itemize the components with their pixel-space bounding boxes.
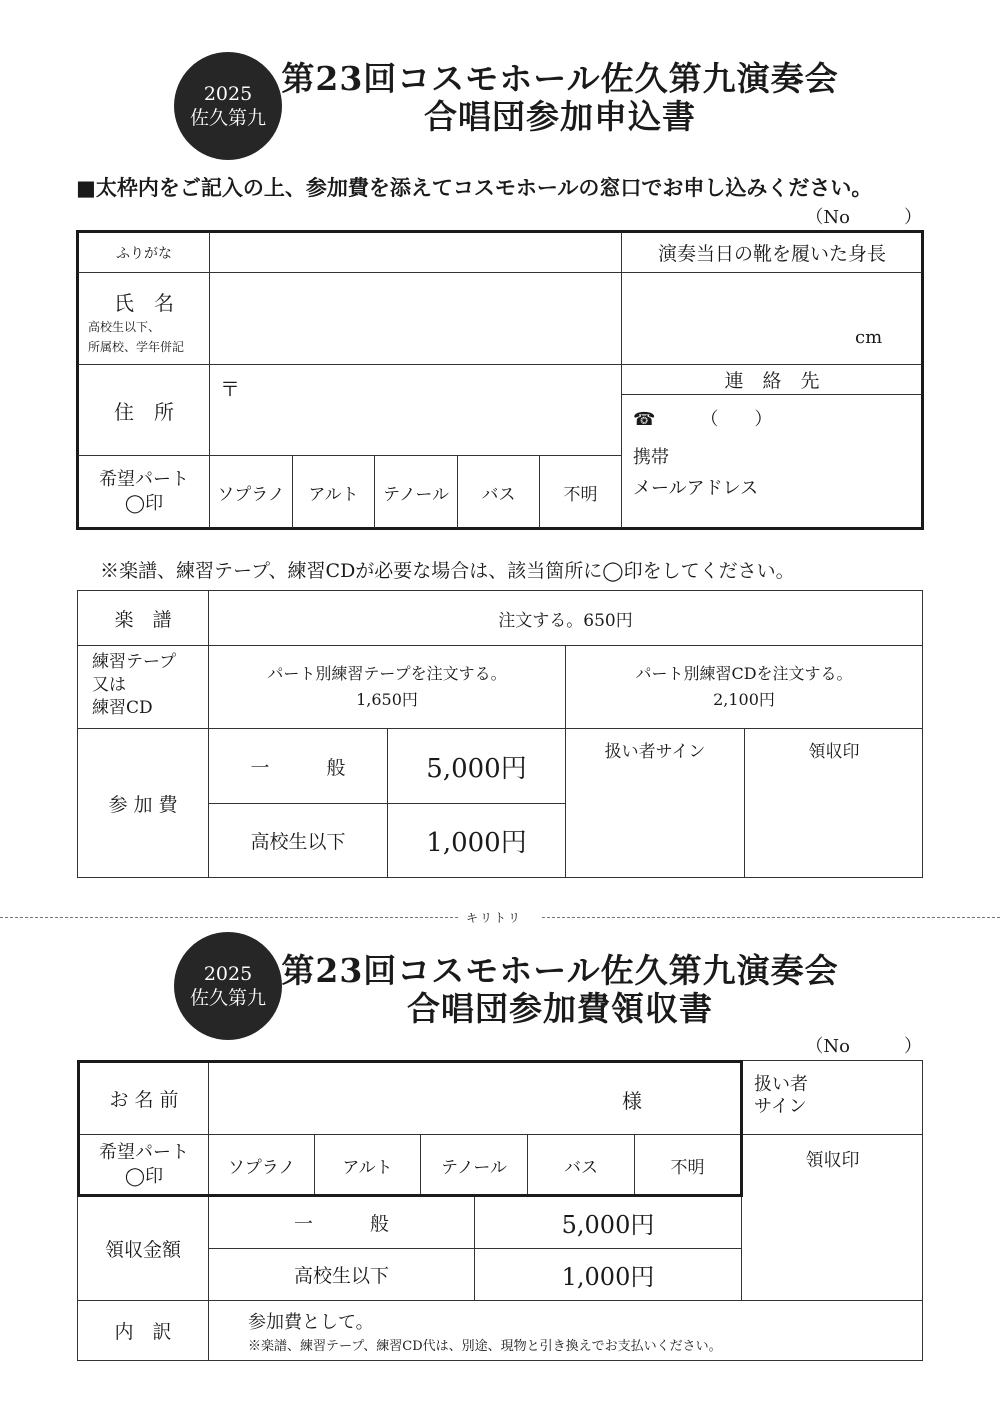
part-option-tenor[interactable]: テノール [383,484,449,505]
part-label-line2: ◯印 [124,1166,164,1187]
receipt-seal-label: 領収印 [808,742,860,762]
form-number: （No ） [805,207,922,228]
title-line-1: 第23回コスモホール佐久第九演奏会 [281,951,839,990]
detail-label: 内 訳 [114,1321,172,1343]
address-label: 住 所 [114,399,174,424]
receipt-student-label: 高校生以下 [293,1265,389,1287]
phone-field[interactable]: ☎ （ ） [633,409,773,430]
receipt-title [240,952,880,1028]
application-title [240,60,880,136]
detail-text: 参加費として。 [248,1312,374,1333]
student-price: 1,000円 [426,828,527,858]
furigana-label: ふりがな [116,245,172,262]
tape-order-option[interactable] [209,646,565,728]
title-line-2: 合唱団参加費領収書 [407,989,713,1028]
part-option-soprano[interactable]: ソプラノ [217,484,285,505]
cut-line-left [0,917,458,918]
detail-note: ※楽譜、練習テープ、練習CD代は、別途、現物と引き換えでお支払いください。 [248,1339,722,1354]
general-label: 一 般 [250,756,346,779]
tape-order-text: パート別練習テープを注文する。 [267,664,507,683]
name-label: 氏 名 [114,291,174,315]
receipt-part-alto[interactable]: アルト [342,1157,393,1178]
cd-order-text: パート別練習CDを注文する。 [635,664,853,683]
height-field[interactable] [622,273,922,364]
general-price: 5,000円 [426,753,527,784]
handler-line2: サイン [754,1096,807,1117]
receipt-number: （No ） [805,1036,922,1057]
handler-line1: 扱い者 [754,1074,808,1095]
part-option-bass[interactable]: バス [481,484,516,505]
part-option-unknown[interactable]: 不明 [563,484,598,505]
name-note-2: 所属校、学年併記 [88,340,185,354]
tape-label-line2: 又は [92,675,126,695]
email-field[interactable]: メールアドレス [633,478,759,499]
receipt-part-unknown[interactable]: 不明 [670,1157,705,1178]
cd-price: 2,100円 [713,690,775,709]
receipt-part-tenor[interactable]: テノール [441,1157,507,1178]
tape-label-line1: 練習テープ [92,652,177,672]
badge-year: 2025 [203,83,253,105]
handler-sign-label: 扱い者サイン [604,742,706,762]
score-order-option[interactable]: 注文する。650円 [498,610,633,631]
receipt-general-price: 5,000円 [561,1211,655,1239]
receipt-part-soprano[interactable]: ソプラノ [227,1157,296,1178]
part-option-alto[interactable]: アルト [308,484,359,505]
title-line-1: 第23回コスモホール佐久第九演奏会 [281,59,839,98]
receipt-name-label: お 名 前 [109,1089,179,1111]
receipt-name-field[interactable] [210,1063,740,1134]
tape-price: 1,650円 [356,690,418,709]
receipt-handler-label [754,1074,808,1118]
title-line-2: 合唱団参加申込書 [424,97,696,136]
receipt-student-price: 1,000円 [561,1263,655,1291]
furigana-field[interactable] [210,233,620,272]
tape-label [92,651,176,720]
cut-line-right [542,917,1000,918]
student-label: 高校生以下 [250,831,346,853]
mobile-field[interactable]: 携帯 [633,447,669,468]
receipt-part-label [80,1135,208,1195]
postal-mark: 〒 [220,377,240,401]
order-notice: ※楽譜、練習テープ、練習CDが必要な場合は、該当箇所に◯印をしてください。 [100,560,795,582]
cd-order-option[interactable] [566,646,922,728]
badge-name: 佐久第九 [189,987,266,1009]
cm-unit: cm [855,327,883,348]
score-label: 楽 譜 [114,608,172,631]
name-note-1: 高校生以下、 [88,320,161,334]
cut-line-label: キリトリ [466,911,523,925]
part-label-line1: 希望パート [99,469,189,490]
contact-label: 連 絡 先 [724,370,820,392]
part-label-line2: ◯印 [124,493,164,514]
amount-label: 領収金額 [104,1239,181,1261]
badge-year: 2025 [203,963,253,985]
receipt-part-bass[interactable]: バス [564,1157,598,1178]
receipt-general-label: 一 般 [293,1213,389,1235]
receipt-seal-label: 領収印 [805,1150,860,1171]
fee-label: 参 加 費 [108,793,178,816]
name-field[interactable] [210,273,620,364]
part-label [79,456,209,528]
instruction-text: ■太枠内をご記入の上、参加費を添えてコスモホールの窓口でお申し込みください。 [76,175,873,200]
part-label-line1: 希望パート [99,1142,189,1163]
badge-name: 佐久第九 [189,107,266,129]
sama-suffix: 様 [622,1089,642,1113]
height-label: 演奏当日の靴を履いた身長 [657,243,886,265]
tape-label-line3: 練習CD [92,698,153,718]
address-field[interactable] [210,365,620,455]
